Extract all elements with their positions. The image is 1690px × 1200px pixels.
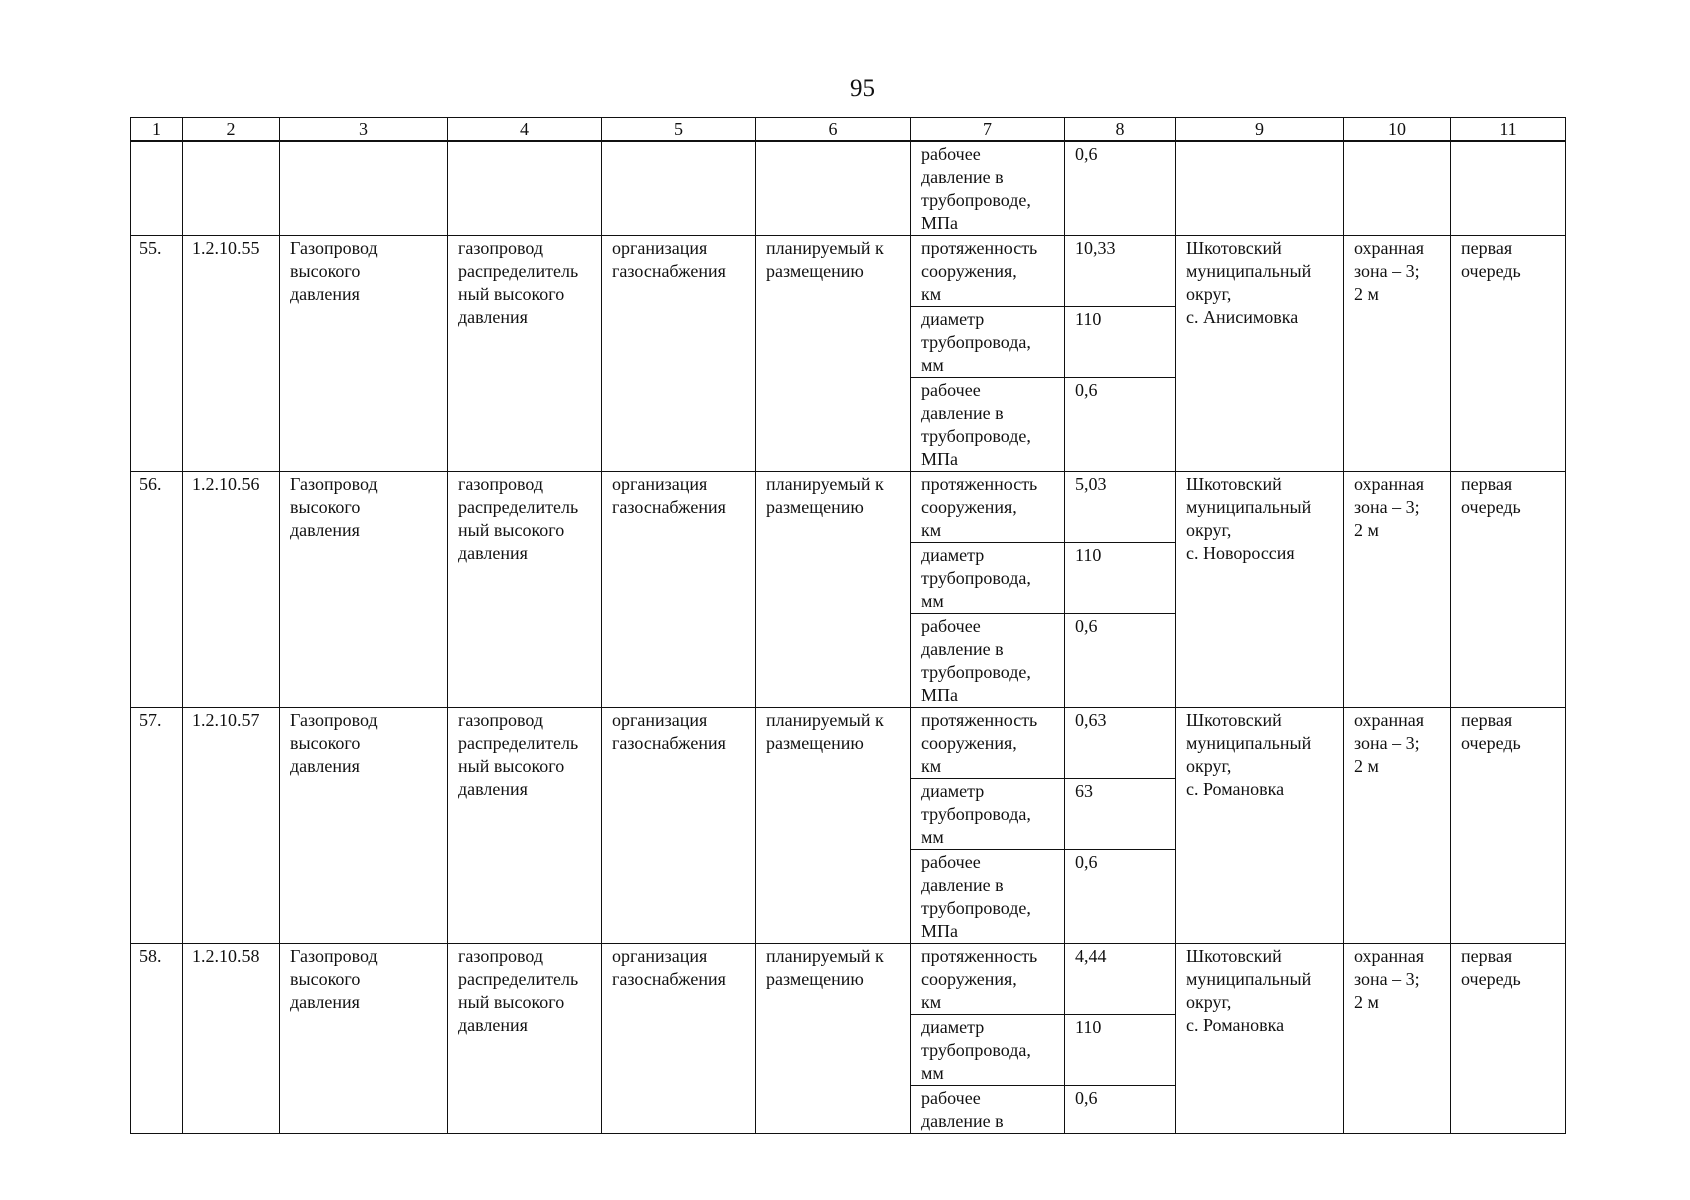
object-purpose: организация газоснабжения xyxy=(602,236,756,472)
param-label: протяженность сооружения, км xyxy=(911,944,1065,1015)
param-label: диаметр трубопровода, мм xyxy=(911,307,1065,378)
param-label: рабочее давление в трубопроводе, МПа xyxy=(911,614,1065,708)
protection-zone: охранная зона – 3; 2 м xyxy=(1344,472,1451,708)
param-label: рабочее давление в трубопроводе, МПа xyxy=(911,850,1065,944)
header-cell-8: 8 xyxy=(1065,118,1176,142)
object-type: газопровод распределитель ный высокого давления xyxy=(448,708,602,944)
object-code: 1.2.10.55 xyxy=(183,236,280,472)
header-cell-7: 7 xyxy=(911,118,1065,142)
empty-cell xyxy=(183,141,280,236)
object-status: планируемый к размещению xyxy=(756,944,911,1134)
implementation-stage: первая очередь xyxy=(1451,944,1566,1134)
implementation-stage: первая очередь xyxy=(1451,708,1566,944)
object-location: Шкотовский муниципальный округ, с. Новороссия xyxy=(1176,472,1344,708)
object-purpose: организация газоснабжения xyxy=(602,708,756,944)
page-number: 95 xyxy=(850,75,875,102)
param-value: 0,6 xyxy=(1065,850,1176,944)
protection-zone: охранная зона – 3; 2 м xyxy=(1344,944,1451,1134)
row-number: 57. xyxy=(131,708,183,944)
param-value: 10,33 xyxy=(1065,236,1176,307)
header-cell-9: 9 xyxy=(1176,118,1344,142)
param-value: 0,6 xyxy=(1065,1086,1176,1134)
param-value: 110 xyxy=(1065,543,1176,614)
header-cell-10: 10 xyxy=(1344,118,1451,142)
object-type: газопровод распределитель ный высокого давления xyxy=(448,472,602,708)
object-name: Газопровод высокого давления xyxy=(280,236,448,472)
header-cell-4: 4 xyxy=(448,118,602,142)
empty-cell xyxy=(280,141,448,236)
param-value: 0,6 xyxy=(1065,614,1176,708)
object-code: 1.2.10.57 xyxy=(183,708,280,944)
object-status: планируемый к размещению xyxy=(756,236,911,472)
param-value: 63 xyxy=(1065,779,1176,850)
object-status: планируемый к размещению xyxy=(756,708,911,944)
object-name: Газопровод высокого давления xyxy=(280,944,448,1134)
object-code: 1.2.10.58 xyxy=(183,944,280,1134)
param-value: 4,44 xyxy=(1065,944,1176,1015)
empty-cell xyxy=(131,141,183,236)
table-row xyxy=(131,708,1566,779)
param-value: 110 xyxy=(1065,307,1176,378)
protection-zone: охранная зона – 3; 2 м xyxy=(1344,236,1451,472)
object-name: Газопровод высокого давления xyxy=(280,472,448,708)
object-name: Газопровод высокого давления xyxy=(280,708,448,944)
header-cell-2: 2 xyxy=(183,118,280,142)
object-location: Шкотовский муниципальный округ, с. Романовка xyxy=(1176,944,1344,1134)
param-label: протяженность сооружения, км xyxy=(911,236,1065,307)
param-label: диаметр трубопровода, мм xyxy=(911,1015,1065,1086)
object-purpose: организация газоснабжения xyxy=(602,472,756,708)
implementation-stage: первая очередь xyxy=(1451,472,1566,708)
table-row xyxy=(131,236,1566,307)
header-cell-3: 3 xyxy=(280,118,448,142)
param-label: протяженность сооружения, км xyxy=(911,708,1065,779)
header-cell-1: 1 xyxy=(131,118,183,142)
object-location: Шкотовский муниципальный округ, с. Анисимовка xyxy=(1176,236,1344,472)
empty-cell xyxy=(448,141,602,236)
objects-table xyxy=(130,117,1566,1134)
param-value: 5,03 xyxy=(1065,472,1176,543)
header-cell-6: 6 xyxy=(756,118,911,142)
param-value: 0,6 xyxy=(1065,141,1176,236)
empty-cell xyxy=(1344,141,1451,236)
table-row xyxy=(131,472,1566,543)
param-value: 0,6 xyxy=(1065,378,1176,472)
object-purpose: организация газоснабжения xyxy=(602,944,756,1134)
empty-cell xyxy=(1451,141,1566,236)
param-label: рабочее давление в xyxy=(911,1086,1065,1134)
implementation-stage: первая очередь xyxy=(1451,236,1566,472)
param-label: протяженность сооружения, км xyxy=(911,472,1065,543)
object-location: Шкотовский муниципальный округ, с. Романовка xyxy=(1176,708,1344,944)
empty-cell xyxy=(756,141,911,236)
param-label: рабочее давление в трубопроводе, МПа xyxy=(911,141,1065,236)
param-label: диаметр трубопровода, мм xyxy=(911,779,1065,850)
empty-cell xyxy=(1176,141,1344,236)
object-type: газопровод распределитель ный высокого давления xyxy=(448,944,602,1134)
object-type: газопровод распределитель ный высокого давления xyxy=(448,236,602,472)
param-label: диаметр трубопровода, мм xyxy=(911,543,1065,614)
param-value: 0,63 xyxy=(1065,708,1176,779)
object-status: планируемый к размещению xyxy=(756,472,911,708)
row-number: 55. xyxy=(131,236,183,472)
object-code: 1.2.10.56 xyxy=(183,472,280,708)
param-label: рабочее давление в трубопроводе, МПа xyxy=(911,378,1065,472)
row-number: 56. xyxy=(131,472,183,708)
header-cell-5: 5 xyxy=(602,118,756,142)
protection-zone: охранная зона – 3; 2 м xyxy=(1344,708,1451,944)
column-number-header xyxy=(131,118,1566,142)
param-value: 110 xyxy=(1065,1015,1176,1086)
continuation-row xyxy=(131,141,1566,236)
header-cell-11: 11 xyxy=(1451,118,1566,142)
table-row xyxy=(131,944,1566,1015)
row-number: 58. xyxy=(131,944,183,1134)
empty-cell xyxy=(602,141,756,236)
